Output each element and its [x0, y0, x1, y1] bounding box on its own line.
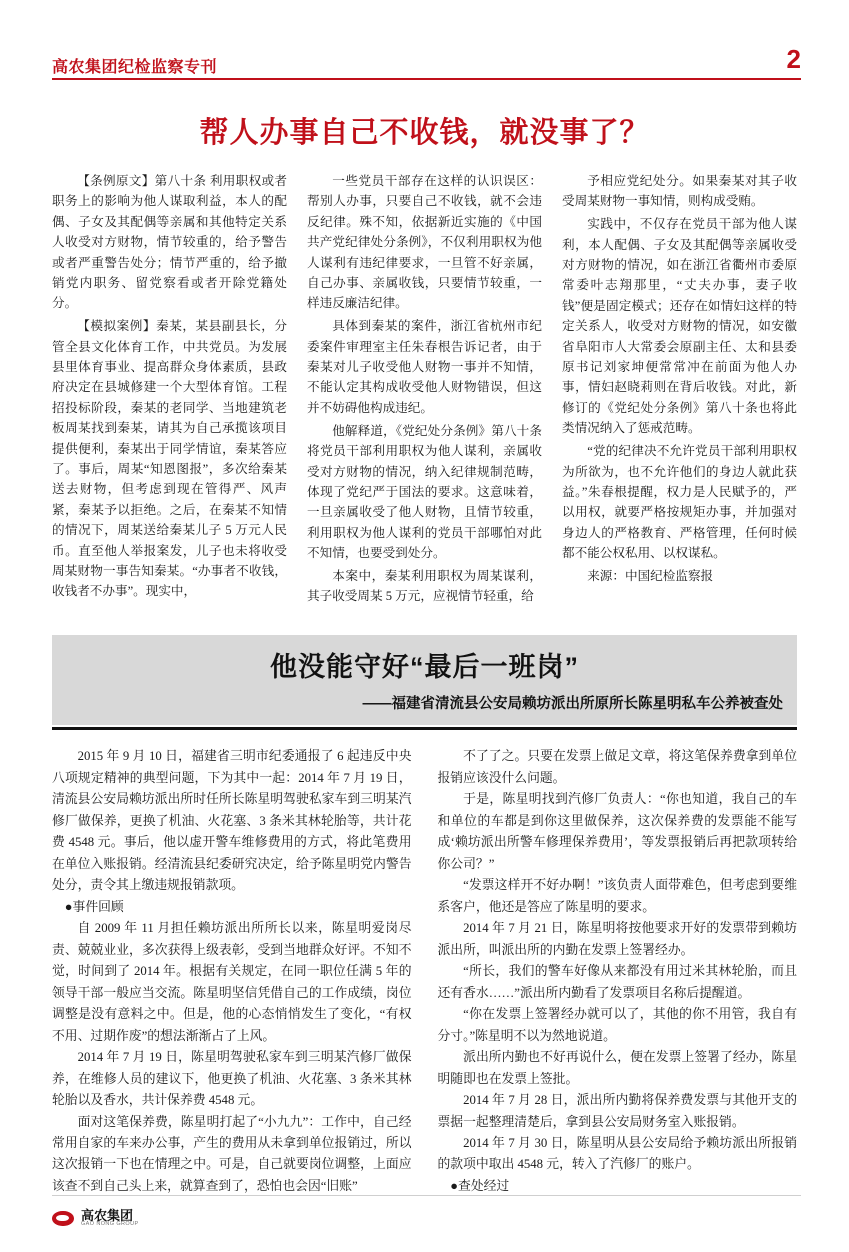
article2-column-2 [438, 746, 798, 1197]
paragraph: 予相应党纪处分。如果秦某对其子收受周某财物一事知情，则构成受贿。 [562, 174, 797, 209]
paragraph: 不了了之。只要在发票上做足文章，将这笔保养费拿到单位报销应该没什么问题。 [437, 749, 797, 785]
article2-column-1 [52, 746, 412, 1197]
paragraph: 自 2009 年 11 月担任赖坊派出所所长以来，陈星明爱岗尽责、兢兢业业，多次获得上级表彰，受到当地群众好评。不知不觉，时间到了 2014 年。根据有关规定，在同一职位任满 5 年的领导干部一般应当交流。陈星明坚信凭借自己的工作成绩，岗位调整是没有意料之中。但是，他的心态悄悄发生了变化，“有权不用、过期作废”的想法渐渐占了上风。 [52, 921, 412, 1043]
footer [52, 1209, 139, 1228]
footer-brand [81, 1209, 139, 1228]
article2 [52, 635, 797, 1197]
paragraph: 【条例原文】第八十条 利用职权或者职务上的影响为他人谋取利益，本人的配偶、子女及其配偶等亲属和其他特定关系人收受对方财物，情节较重的，给予警告或者严重警告处分；情节严重的，给予撤销党内职务、留党察看或者开除党籍处分。 [52, 174, 287, 311]
paragraph: “党的纪律决不允许党员干部利用职权为所欲为，也不允许他们的身边人就此获益。”朱春根提醒，权力是人民赋予的，严以用权，就要严格按规矩办事，并加强对身边人的严格教育、严格管理，任何时候都不能公权私用、以权谋私。 [562, 444, 797, 561]
paragraph: 具体到秦某的案件，浙江省杭州市纪委案件审理室主任朱春根告诉记者，由于秦某对儿子收受他人财物一事并不知情，不能认定其构成收受他人财物错误，但这并不妨碍他构成违纪。 [307, 319, 542, 415]
paragraph: 2014 年 7 月 28 日，派出所内勤将保养费发票与其他开支的票据一起整理清楚后，拿到县公安局财务室入账报销。 [437, 1093, 797, 1129]
article1-source: 来源：中国纪检监察报 [587, 568, 714, 583]
masthead-divider [52, 78, 801, 80]
paragraph: 面对这笔保养费，陈星明打起了“小九九”：工作中，自己经常用自家的车来办公事，产生的费用从未拿到单位报销过，所以这次报销一下也在情理之中。可是，自己就要岗位调整，上面应该查不到自己头上来，就算查到了，恐怕也会因“旧账” [52, 1114, 412, 1193]
paragraph: 他解释道，《党纪处分条例》第八十条将党员干部利用职权为他人谋利，亲属收受对方财物的情况，纳入纪律规制范畴，体现了党纪严于国法的要求。这意味着，一旦亲属收受了他人财物，且情节较重，利用职权为他人谋利的党员干部哪怕对此不知情，也要受到处分。 [307, 423, 542, 561]
article2-headline-band [52, 635, 797, 725]
article1-column-1 [52, 171, 287, 604]
section-heading: ●事件回顾 [64, 899, 124, 914]
footer-brand-en: GAO NONG GROUP [81, 1221, 139, 1228]
paragraph: 派出所内勤也不好再说什么，便在发票上签署了经办，陈星明随即也在发票上签批。 [437, 1050, 797, 1086]
article1-columns [52, 171, 797, 609]
masthead-title: 高农集团纪检监察专刊 [52, 59, 218, 76]
newspaper-page [0, 44, 849, 1252]
paragraph: 2014 年 7 月 19 日，陈星明驾驶私家车到三明某汽修厂做保养，在维修人员的建议下，他更换了机油、火花塞、3 条米其林轮胎以及香水，共计保养费 4548 元。 [52, 1050, 412, 1108]
article2-subheadline: ——福建省清流县公安局赖坊派出所原所长陈星明私车公养被查处 [362, 696, 783, 713]
section-heading: ●查处经过 [450, 1178, 510, 1193]
paragraph: 【模拟案例】秦某，某县副县长，分管全县文化体育工作，中共党员。为发展县里体育事业、提高群众身体素质，县政府决定在县城修建一个大型体育馆。工程招投标阶段，秦某的老同学、当地建筑老板周某找到秦某，请其为自己承揽该项目提供便利，秦某出于同学情谊，秦某答应了。事后，周某“知恩图报”，多次给秦某送去财物，但考虑到现在管得严、风声紧，秦某予以拒绝。之后，在秦某不知情的情况下，周某送给秦某儿子 5 万元人民币。直至他人举报案发，儿子也未将收受周某财物一事告知秦某。“办事者不收钱，收钱者不办事”。现实中， [52, 319, 287, 599]
paragraph: 实践中，不仅存在党员干部为他人谋利，本人配偶、子女及其配偶等亲属收受对方财物的情况，如在浙江省衢州市委原常委叶志翔那里，“丈夫办事，妻子收钱”便是固定模式；还存在如情妇这样的特定关系人，收受对方财物的情况，如安徽省阜阳市人大常委会原副主任、太和县委原书记刘家坤便常常冲在前面为他人办事，情妇赵晓莉则在背后收钱。对此，新修订的《党纪处分条例》第八十条也将此类情况纳入了惩戒范畴。 [562, 217, 797, 436]
article2-divider [52, 727, 797, 730]
masthead [52, 44, 801, 86]
paragraph: 本案中，秦某利用职权为周某谋利，其子收受周某 5 万元，应视情节轻重，给 [307, 568, 542, 604]
article1-headline: 帮人办事自己不收钱，就没事了？ [199, 117, 650, 149]
paragraph: “你在发票上签署经办就可以了，其他的你不用管，我自有分寸。”陈星明不以为然地说道。 [437, 1007, 797, 1043]
article2-columns [52, 746, 797, 1197]
paragraph: 2014 年 7 月 30 日，陈星明从县公安局给予赖坊派出所报销的款项中取出 4548 元，转入了汽修厂的账户。 [437, 1135, 797, 1172]
footer-divider [52, 1195, 801, 1196]
article1-column-3 [562, 171, 797, 589]
paragraph: 2015 年 9 月 10 日，福建省三明市纪委通报了 6 起违反中央八项规定精神的典型问题，下为其中一起：2014 年 7 月 19 日，清流县公安局赖坊派出所时任所长陈星明驾驶私家车到三明某汽修厂做保养，更换了机油、火花塞、3 条米其林轮胎等，共计花费 4548 元。事后，他以虚开警车维修费用的方式，将此笔费用在单位入账报销。经清流县纪委研究决定，给予陈星明党内警告处分，责令其上缴违规报销款项。 [52, 749, 412, 893]
paragraph: 2014 年 7 月 21 日，陈星明将按他要求开好的发票带到赖坊派出所，叫派出所的内勤在发票上签署经办。 [437, 921, 797, 957]
paragraph: 一些党员干部存在这样的认识误区：帮别人办事，只要自己不收钱，就不会违反纪律。殊不知，依据新近实施的《中国共产党纪律处分条例》，不仅利用职权为他人谋利有违纪律要求，一旦管不好亲属，自己办事、亲属收钱，只要情节较重，一样违反廉洁纪律。 [307, 174, 542, 311]
paragraph: 于是，陈星明找到汽修厂负责人：“你也知道，我自己的车和单位的车都是到你这里做保养，这次保养费的发票能不能写成‘赖坊派出所警车修理保养费用’，等发票报销后再把款项转给你公司？” [437, 792, 797, 871]
footer-brand-cn: 高农集团 [81, 1207, 134, 1223]
article2-headline: 他没能守好“最后一班岗” [270, 652, 579, 683]
page-number: 2 [786, 44, 801, 74]
paragraph: “所长，我们的警车好像从来都没有用过米其林轮胎，而且还有香水……”派出所内勤看了发票项目名称后提醒道。 [437, 964, 797, 1000]
company-logo-icon [52, 1211, 74, 1226]
paragraph: “发票这样开不好办啊！”该负责人面带难色，但考虑到要维系客户，他还是答应了陈星明的要求。 [437, 878, 797, 914]
article1-column-2 [307, 171, 542, 609]
